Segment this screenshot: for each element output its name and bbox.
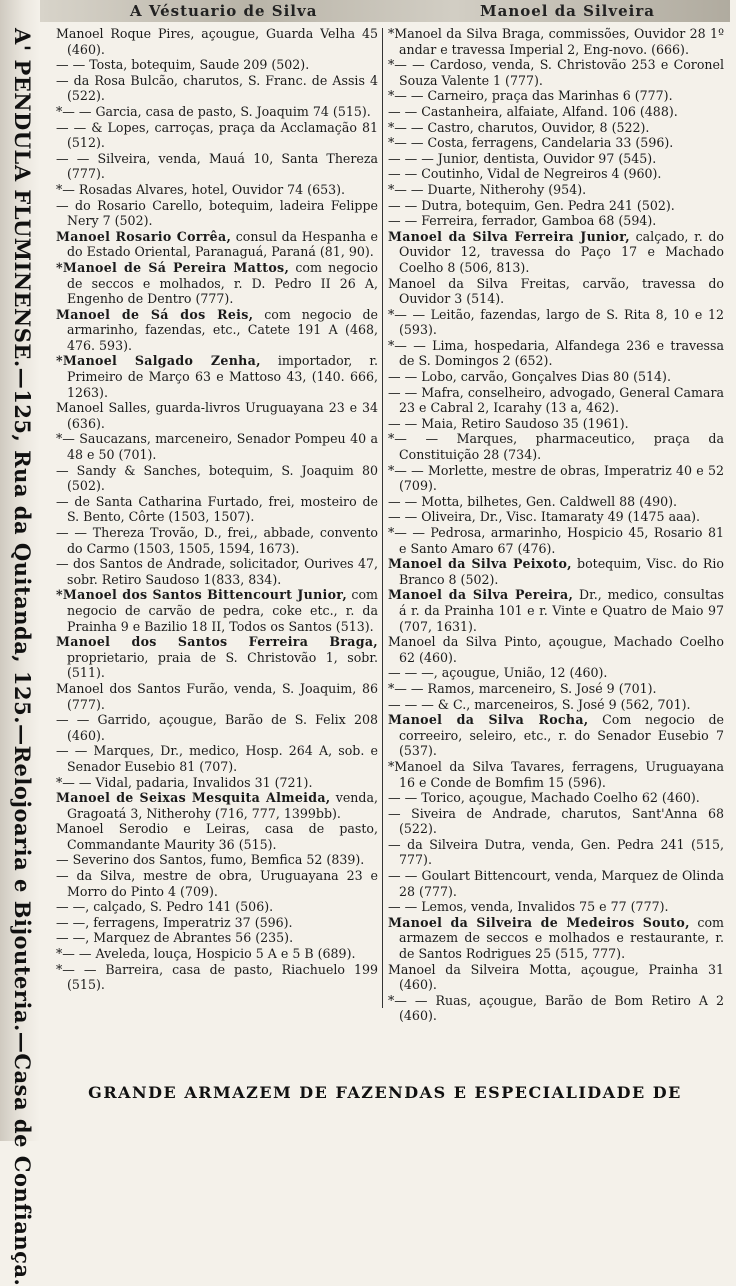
vertical-advertisement (0, 0, 40, 1286)
entry-text: — — — Junior, dentista, Ouvidor 97 (545). (388, 150, 657, 166)
directory-entry (388, 587, 724, 634)
entry-text: — Siveira de Andrade, charutos, Sant'Anna 68 (522). (388, 805, 724, 837)
entry-text: *— — Lima, hospedaria, Alfandega 236 e travessa de S. Domingos 2 (652). (388, 337, 724, 369)
entry-text: Manoel dos Santos Furão, venda, S. Joaquim, 86 (777). (56, 680, 378, 712)
entry-text: — Severino dos Santos, fumo, Bemfica 52 (839). (56, 852, 365, 868)
directory-entry (388, 790, 724, 806)
directory-entry (388, 198, 724, 214)
directory-entry (56, 868, 378, 899)
entry-text: *Manoel da Silva Braga, commissões, Ouvidor 28 1º andar e travessa Imperial 2, Eng-novo. (666). (388, 26, 724, 57)
directory-entry (56, 151, 378, 182)
entry-text: Manoel da Silva Pinto, açougue, Machado Coelho 62 (460). (388, 634, 724, 665)
directory-entry (388, 166, 724, 182)
directory-entry (388, 57, 724, 88)
directory-entry (56, 463, 378, 494)
entry-text: — — Silveira, venda, Mauá 10, Santa Thereza (777). (56, 150, 378, 182)
entry-name: Manoel da Silva Pereira, (388, 587, 574, 603)
entry-text: Manoel da Silva Freitas, carvão, travessa do Ouvidor 3 (514). (388, 275, 724, 307)
directory-entry (56, 198, 378, 229)
entry-text: — — & Lopes, carroças, praça da Acclamação 81 (512). (56, 119, 378, 151)
directory-entry (388, 385, 724, 416)
entry-text: — — Marques, Dr., medico, Hosp. 264 A, sob. e Senador Eusebio 81 (707). (56, 743, 378, 774)
entry-text: — de Santa Catharina Furtado, frei, mosteiro de S. Bento, Côrte (1503, 1507). (56, 493, 378, 525)
entry-name: Manoel da Silva Peixoto, (388, 556, 572, 572)
right-column (388, 26, 724, 1024)
directory-entry (388, 634, 724, 665)
entry-text: *— — Leitão, fazendas, largo de S. Rita 8, 10 e 12 (593). (388, 306, 724, 338)
entry-text: — — —, açougue, União, 12 (460). (388, 665, 608, 681)
footer-advertisement: GRANDE ARMAZEM DE FAZENDAS E ESPECIALIDADE DE (88, 1083, 682, 1102)
directory-entry (388, 120, 724, 136)
directory-entry (388, 556, 724, 587)
header-left: A Véstuario de Silva (130, 2, 318, 20)
directory-entry (56, 962, 378, 993)
entry-text: com negocio de armarinho, fazendas, etc., Catete 191 A (468, 476. 593). (67, 306, 378, 353)
directory-entry (388, 759, 724, 790)
header-right: Manoel da Silveira (480, 2, 655, 20)
entry-text: — — Goulart Bittencourt, venda, Marquez de Olinda 28 (777). (388, 868, 724, 899)
column-divider (382, 28, 383, 1008)
directory-entry (388, 135, 724, 151)
entry-text: *— — Marques, pharmaceutico, praça da Constituição 28 (734). (388, 431, 724, 463)
directory-entry (56, 775, 378, 791)
directory-entry (388, 525, 724, 556)
entry-text: — — Maia, Retiro Saudoso 35 (1961). (388, 415, 629, 431)
entry-name: Manoel de Seixas Mesquita Almeida, (56, 790, 331, 806)
directory-entry (56, 57, 378, 73)
directory-entry (388, 182, 724, 198)
directory-entry (388, 837, 724, 868)
entry-text: — do Rosario Carello, botequim, ladeira Felippe Nery 7 (502). (56, 197, 378, 229)
entry-text: *— — Garcia, casa de pasto, S. Joaquim 74 (515). (56, 103, 371, 119)
entry-text: — da Rosa Bulcão, charutos, S. Franc. de Assis 4 (522). (56, 72, 378, 104)
entry-text: consul da Hespanha e do Estado Oriental, Paranaguá, Paraná (81, 90). (67, 228, 378, 260)
entry-name: *Manoel Salgado Zenha, (56, 353, 261, 369)
entry-text: — — Dutra, botequim, Gen. Pedra 241 (502). (388, 197, 675, 213)
entry-text: — da Silveira Dutra, venda, Gen. Pedra 241 (515, 777). (388, 836, 724, 868)
directory-entry (56, 915, 378, 931)
directory-entry (56, 73, 378, 104)
directory-entry (388, 416, 724, 432)
entry-text: — —, Marquez de Abrantes 56 (235). (56, 930, 294, 946)
entry-text: calçado, r. do Ouvidor 12, travessa do Paço 17 e Machado Coelho 8 (506, 813). (399, 228, 724, 275)
directory-entry (388, 26, 724, 57)
entry-text: — — Coutinho, Vidal de Negreiros 4 (960). (388, 166, 662, 182)
entry-text: *— — Aveleda, louça, Hospicio 5 A e 5 B (689). (56, 946, 356, 962)
entry-text: — — Garrido, açougue, Barão de S. Felix 208 (460). (56, 712, 378, 743)
directory-entry (56, 104, 378, 120)
entry-name: *Manoel de Sá Pereira Mattos, (56, 259, 290, 275)
directory-entry (388, 104, 724, 120)
entry-text: *— Rosadas Alvares, hotel, Ouvidor 74 (653). (56, 181, 346, 197)
directory-entry (388, 806, 724, 837)
entry-name: *Manoel dos Santos Bittencourt Junior, (56, 587, 348, 603)
directory-entry (388, 868, 724, 899)
entry-text: *— — Castro, charutos, Ouvidor, 8 (522). (388, 119, 650, 135)
directory-entry (56, 587, 378, 634)
directory-entry (388, 463, 724, 494)
directory-entry (56, 946, 378, 962)
entry-name: Manoel Rosario Corrêa, (56, 228, 232, 244)
entry-text: Manoel da Silveira Motta, açougue, Prainha 31 (460). (388, 961, 724, 993)
directory-entry (388, 369, 724, 385)
entry-text: *— — Costa, ferragens, Candelaria 33 (596). (388, 135, 674, 151)
entry-text: *— — Ramos, marceneiro, S. José 9 (701). (388, 680, 657, 696)
directory-entry (56, 821, 378, 852)
directory-entry (388, 509, 724, 525)
entry-name: Manoel da Silveira de Medeiros Souto, (388, 914, 690, 930)
entry-text: Manoel Serodio e Leiras, casa de pasto, Commandante Maurity 36 (515). (56, 821, 378, 852)
entry-text: proprietario, praia de S. Christovão 1, sobr. (511). (67, 649, 378, 681)
entry-text: *— Saucazans, marceneiro, Senador Pompeu 40 a 48 e 50 (701). (56, 431, 378, 463)
entry-text: — dos Santos de Andrade, solicitador, Ourives 47, sobr. Retiro Saudoso 1(833, 834). (56, 556, 378, 587)
entry-text: *— — Morlette, mestre de obras, Imperatriz 40 e 52 (709). (388, 462, 724, 494)
entry-text: importador, r. Primeiro de Março 63 e Mattoso 43, (140. 666, 1263). (67, 353, 378, 400)
entry-text: *— — Pedrosa, armarinho, Hospicio 45, Rosario 81 e Santo Amaro 67 (476). (388, 525, 724, 556)
entry-text: — da Silva, mestre de obra, Uruguayana 23 e Morro do Pinto 4 (709). (56, 868, 378, 899)
entry-text: — — Ferreira, ferrador, Gamboa 68 (594). (388, 213, 657, 229)
directory-entry (56, 229, 378, 260)
directory-entry (388, 229, 724, 276)
entry-text: com armazem de seccos e molhados e restaurante, r. de Santos Rodrigues 25 (515, 777). (399, 914, 724, 962)
entry-text: *— — Carneiro, praça das Marinhas 6 (777). (388, 88, 673, 104)
entry-text: — — Oliveira, Dr., Visc. Itamaraty 49 (1475 aaa). (388, 509, 701, 525)
directory-entry (56, 712, 378, 743)
directory-entry (388, 712, 724, 759)
entry-text: — — Lobo, carvão, Gonçalves Dias 80 (514). (388, 369, 671, 385)
entry-text: *— — Barreira, casa de pasto, Riachuelo 199 (515). (56, 961, 378, 993)
directory-entry (388, 665, 724, 681)
directory-entry (56, 120, 378, 151)
directory-entry (388, 697, 724, 713)
entry-text: Manoel Roque Pires, açougue, Guarda Velha 45 (460). (56, 26, 378, 57)
left-column (56, 26, 378, 1011)
directory-entry (388, 151, 724, 167)
entry-text: *Manoel da Silva Tavares, ferragens, Uruguayana 16 e Conde de Bomfim 15 (596). (388, 758, 724, 790)
directory-entry (388, 276, 724, 307)
directory-entry (388, 962, 724, 993)
directory-entry (56, 260, 378, 307)
directory-entry (56, 26, 378, 57)
entry-text: *— — Ruas, açougue, Barão de Bom Retiro A 2 (460). (388, 992, 724, 1024)
entry-text: Manoel Salles, guarda-livros Uruguayana 23 e 34 (636). (56, 400, 378, 431)
entry-text: — — — & C., marceneiros, S. José 9 (562, 701). (388, 696, 691, 712)
directory-entry (388, 88, 724, 104)
directory-entry (388, 431, 724, 462)
entry-name: Manoel da Silva Rocha, (388, 712, 589, 728)
entry-text: *— — Vidal, padaria, Invalidos 31 (721). (56, 774, 313, 790)
directory-entry (388, 899, 724, 915)
directory-entry (56, 930, 378, 946)
directory-entry (388, 915, 724, 962)
entry-text: — —, ferragens, Imperatriz 37 (596). (56, 914, 293, 930)
directory-entry (56, 743, 378, 774)
directory-entry (56, 556, 378, 587)
entry-text: com negocio de carvão de pedra, coke etc., r. da Prainha 9 e Bazilio 18 II, Todos os Santos (513). (67, 587, 378, 634)
entry-name: Manoel de Sá dos Reis, (56, 306, 254, 322)
directory-entry (56, 431, 378, 462)
entry-text: com negocio de seccos e molhados, r. D. Pedro II 26 A, Engenho de Dentro (777). (67, 259, 378, 307)
entry-text: — Sandy & Sanches, botequim, S. Joaquim 80 (502). (56, 462, 378, 494)
entry-text: — — Mafra, conselheiro, advogado, General Camara 23 e Cabral 2, Icarahy (13 a, 462). (388, 384, 724, 416)
directory-entry (56, 899, 378, 915)
directory-entry (56, 494, 378, 525)
directory-entry (56, 790, 378, 821)
entry-text: botequim, Visc. do Rio Branco 8 (502). (399, 556, 724, 587)
entry-text: *— — Duarte, Nitherohy (954). (388, 181, 587, 197)
directory-entry (56, 182, 378, 198)
directory-entry (56, 353, 378, 400)
directory-entry (388, 681, 724, 697)
directory-entry (388, 213, 724, 229)
page-header (40, 0, 730, 22)
directory-entry (56, 400, 378, 431)
entry-text: — — Tosta, botequim, Saude 209 (502). (56, 57, 310, 73)
entry-text: — — Thereza Trovão, D., frei,, abbade, convento do Carmo (1503, 1505, 1594, 1673). (56, 525, 378, 556)
entry-text: — — Torico, açougue, Machado Coelho 62 (460). (388, 790, 700, 806)
entry-text: — —, calçado, S. Pedro 141 (506). (56, 899, 274, 915)
entry-text: Com negocio de correeiro, seleiro, etc., r. do Senador Eusebio 7 (537). (399, 712, 724, 759)
directory-entry (56, 634, 378, 681)
directory-entry (388, 307, 724, 338)
entry-text: — — Motta, bilhetes, Gen. Caldwell 88 (490). (388, 493, 678, 509)
directory-entry (388, 993, 724, 1024)
entry-text: — — Castanheira, alfaiate, Alfand. 106 (488). (388, 103, 678, 119)
directory-entry (56, 525, 378, 556)
entry-text: *— — Cardoso, venda, S. Christovão 253 e Coronel Souza Valente 1 (777). (388, 57, 724, 88)
entry-text: Dr., medico, consultas á r. da Prainha 101 e r. Vinte e Quatro de Maio 97 (707, 1631). (399, 587, 724, 634)
entry-name: Manoel dos Santos Ferreira Braga, (56, 634, 378, 650)
directory-entry (388, 338, 724, 369)
directory-entry (388, 494, 724, 510)
directory-entry (56, 307, 378, 354)
directory-entry (56, 852, 378, 868)
entry-text: venda, Gragoatá 3, Nitherohy (716, 777, 1399bb). (67, 790, 378, 821)
entry-name: Manoel da Silva Ferreira Junior, (388, 228, 630, 244)
entry-text: — — Lemos, venda, Invalidos 75 e 77 (777). (388, 899, 669, 915)
advertisement-text: A' PENDULA FLUMINENSE.—125, Rua da Quitanda, 125.—Relojoaria e Bijouteria.—Casa de Confiança. (10, 28, 35, 1286)
directory-entry (56, 681, 378, 712)
